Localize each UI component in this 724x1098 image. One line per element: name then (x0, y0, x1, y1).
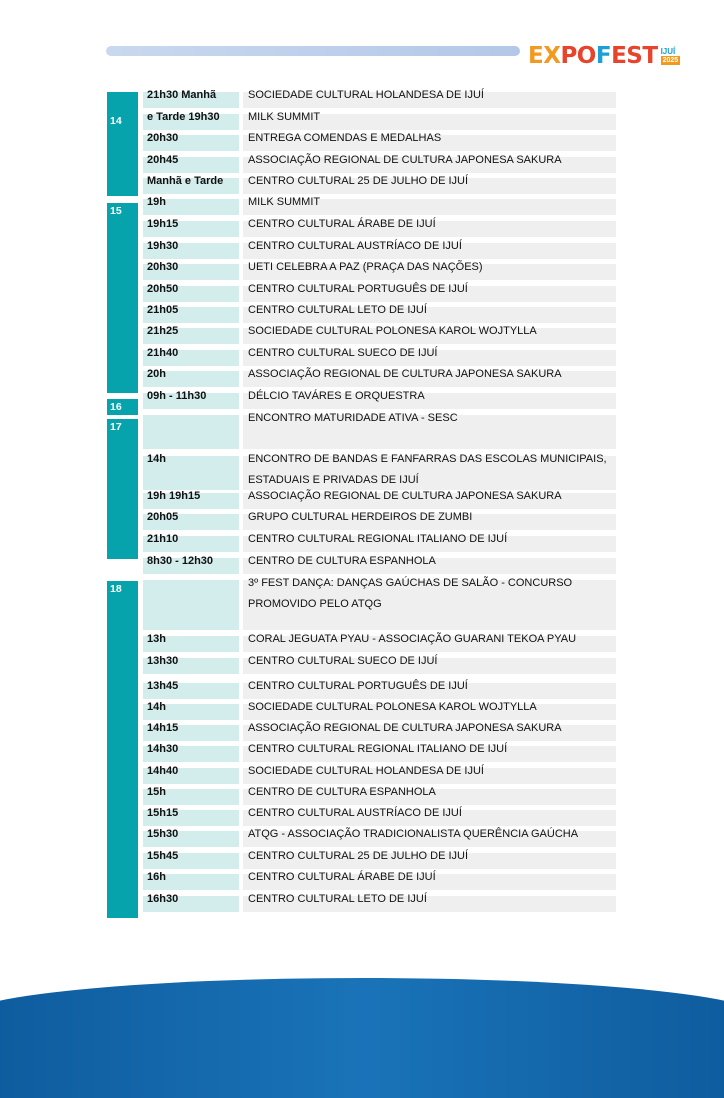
event-label: CENTRO CULTURAL ÁRABE DE IJUÍ (248, 871, 436, 883)
logo-side (661, 47, 681, 65)
event-label: ATQG - ASSOCIAÇÃO TRADICIONALISTA QUERÊNCIA GAÚCHA (248, 828, 579, 840)
event-label: CENTRO CULTURAL PORTUGUÊS DE IJUÍ (248, 680, 468, 692)
time-label: 21h30 Manhã (147, 89, 217, 101)
time-cell (143, 415, 239, 449)
day-bar (107, 581, 138, 918)
time-label: 20h30 (147, 132, 179, 144)
event-label: CORAL JEGUATA PYAU - ASSOCIAÇÃO GUARANI TEKOA PYAU (248, 633, 577, 645)
event-label: CENTRO CULTURAL 25 DE JULHO DE IJUÍ (248, 175, 469, 187)
event-label: ASSOCIAÇÃO REGIONAL DE CULTURA JAPONESA SAKURA (248, 722, 562, 734)
day-label: 14 (110, 115, 122, 127)
event-label: SOCIEDADE CULTURAL HOLANDESA DE IJUÍ (248, 89, 484, 101)
event-label: CENTRO CULTURAL REGIONAL ITALIANO DE IJUÍ (248, 743, 508, 755)
time-label: 21h40 (147, 347, 179, 359)
time-label: 19h 19h15 (147, 490, 201, 502)
time-label: 20h50 (147, 283, 179, 295)
time-label: 20h (147, 368, 166, 380)
event-label: CENTRO CULTURAL AUSTRÍACO DE IJUÍ (248, 240, 462, 252)
logo-city: IJUÍ (660, 47, 676, 56)
time-label: 20h30 (147, 261, 179, 273)
event-label: CENTRO CULTURAL PORTUGUÊS DE IJUÍ (248, 283, 468, 295)
event-label: CENTRO CULTURAL SUECO DE IJUÍ (248, 655, 438, 667)
event-label: MILK SUMMIT (248, 196, 321, 208)
footer-wave (0, 978, 724, 1098)
time-label: 14h (147, 701, 166, 713)
event-label-line2: PROMOVIDO PELO ATQG (248, 598, 382, 610)
time-label: 21h05 (147, 304, 179, 316)
event-label: CENTRO CULTURAL LETO DE IJUÍ (248, 304, 427, 316)
event-label: ASSOCIAÇÃO REGIONAL DE CULTURA JAPONESA SAKURA (248, 368, 562, 380)
time-label: 19h30 (147, 240, 179, 252)
time-label: 15h15 (147, 807, 179, 819)
expofest-logo (528, 38, 680, 70)
event-label: ENCONTRO DE BANDAS E FANFARRAS DAS ESCOLAS MUNICIPAIS, (248, 453, 607, 465)
event-label: SOCIEDADE CULTURAL HOLANDESA DE IJUÍ (248, 765, 484, 777)
event-label: ENTREGA COMENDAS E MEDALHAS (248, 132, 442, 144)
time-label: 21h10 (147, 533, 179, 545)
time-label: Manhã e Tarde (147, 175, 224, 187)
event-label: CENTRO DE CULTURA ESPANHOLA (248, 786, 436, 798)
event-label: ASSOCIAÇÃO REGIONAL DE CULTURA JAPONESA SAKURA (248, 154, 562, 166)
time-label: 14h40 (147, 765, 179, 777)
time-label: 19h15 (147, 218, 179, 230)
event-label: CENTRO CULTURAL REGIONAL ITALIANO DE IJUÍ (248, 533, 508, 545)
time-label: 15h30 (147, 828, 179, 840)
time-label: 13h (147, 633, 166, 645)
event-label: ENCONTRO MATURIDADE ATIVA - SESC (248, 412, 458, 424)
day-bar (107, 419, 138, 559)
day-label: 18 (110, 583, 122, 595)
logo-year: 2025 (662, 57, 679, 64)
day-label: 17 (110, 421, 122, 433)
time-label: 09h - 11h30 (147, 390, 207, 402)
event-label: 3º FEST DANÇA: DANÇAS GAÚCHAS DE SALÃO - CONCURSO (248, 577, 573, 589)
time-label: 14h15 (147, 722, 179, 734)
logo-wordmark: EXPOFEST (528, 43, 658, 69)
time-label: 13h45 (147, 680, 179, 692)
event-label: CENTRO CULTURAL LETO DE IJUÍ (248, 893, 427, 905)
time-label: e Tarde 19h30 (147, 111, 220, 123)
event-label: MILK SUMMIT (248, 111, 321, 123)
header-bar (106, 46, 520, 56)
time-label: 16h (147, 871, 166, 883)
event-label-line2: ESTADUAIS E PRIVADAS DE IJUÍ (248, 474, 419, 486)
day-bar (107, 203, 138, 393)
time-label: 15h (147, 786, 166, 798)
day-label: 16 (110, 401, 122, 413)
day-label: 15 (110, 205, 122, 217)
time-label: 14h30 (147, 743, 179, 755)
time-label: 16h30 (147, 893, 179, 905)
day-bar (107, 92, 138, 196)
time-label: 15h45 (147, 850, 179, 862)
event-label: CENTRO CULTURAL 25 DE JULHO DE IJUÍ (248, 850, 469, 862)
event-label: GRUPO CULTURAL HERDEIROS DE ZUMBI (248, 511, 473, 523)
event-label: SOCIEDADE CULTURAL POLONESA KAROL WOJTYLLA (248, 325, 537, 337)
time-cell (143, 580, 239, 630)
time-label: 20h05 (147, 511, 179, 523)
event-label: CENTRO CULTURAL SUECO DE IJUÍ (248, 347, 438, 359)
time-label: 13h30 (147, 655, 179, 667)
time-label: 20h45 (147, 154, 179, 166)
event-label: UETI CELEBRA A PAZ (PRAÇA DAS NAÇÕES) (248, 261, 483, 273)
event-label: ASSOCIAÇÃO REGIONAL DE CULTURA JAPONESA SAKURA (248, 490, 562, 502)
time-label: 8h30 - 12h30 (147, 555, 214, 567)
event-label: CENTRO CULTURAL ÁRABE DE IJUÍ (248, 218, 436, 230)
event-label: DÉLCIO TAVÁRES E ORQUESTRA (248, 390, 425, 402)
event-label: SOCIEDADE CULTURAL POLONESA KAROL WOJTYLLA (248, 701, 537, 713)
event-label: CENTRO DE CULTURA ESPANHOLA (248, 555, 436, 567)
time-label: 14h (147, 453, 166, 465)
time-label: 19h (147, 196, 166, 208)
time-label: 21h25 (147, 325, 179, 337)
event-label: CENTRO CULTURAL AUSTRÍACO DE IJUÍ (248, 807, 462, 819)
